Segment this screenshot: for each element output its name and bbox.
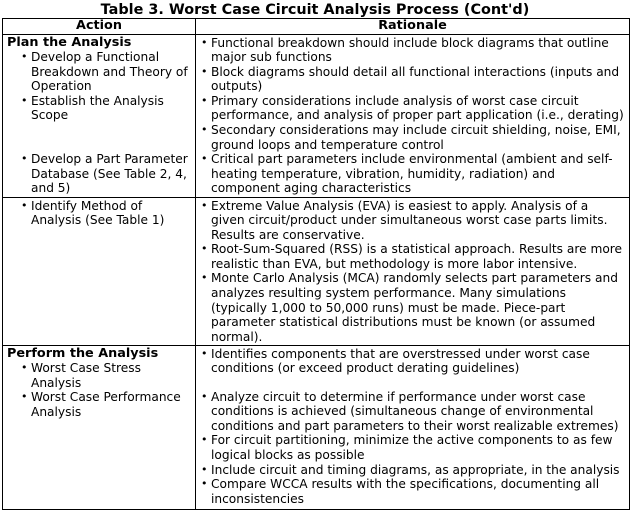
rationale-list xyxy=(200,199,625,345)
rationale-item: • Extreme Value Analysis (EVA) is easiest to apply. Analysis of a given circuit/product under simultaneous worst case parts limits. Results are conservative. xyxy=(200,199,625,243)
header-rationale: Rationale xyxy=(196,19,630,35)
section-title: Plan the Analysis xyxy=(7,34,132,50)
action-item: • Establish the Analysis Scope xyxy=(7,94,191,123)
table-title: Table 3. Worst Case Circuit Analysis Process (Cont'd) xyxy=(100,2,530,18)
rationale-cell xyxy=(196,345,630,509)
rationale-item: • Critical part parameters include environmental (ambient and self-heating temperature, vibration, humidity, radiation) and component aging characteristics xyxy=(200,152,625,196)
table-row-plan-analysis xyxy=(3,34,630,197)
action-list xyxy=(7,361,191,419)
rationale-item: • For circuit partitioning, minimize the active components to as few logical blocks as possible xyxy=(200,433,625,462)
rationale-cell xyxy=(196,34,630,197)
rationale-item: • Functional breakdown should include block diagrams that outline major sub functions xyxy=(200,36,625,65)
rationale-item: • Primary considerations include analysis of worst case circuit performance, and analysis of proper part application (i.e., derating) xyxy=(200,94,625,123)
action-cell xyxy=(3,34,196,197)
action-item: • Worst Case Stress Analysis xyxy=(7,361,191,390)
rationale-item: • Analyze circuit to determine if performance under worst case conditions is achieved (simultaneous change of environmental conditions and part parameters to their worst realizable extremes) xyxy=(200,390,625,434)
action-list xyxy=(7,50,191,196)
wcca-process-table xyxy=(2,18,630,510)
action-list xyxy=(7,199,191,228)
rationale-item: • Identifies components that are overstressed under worst case conditions (or exceed product derating guidelines) xyxy=(200,347,625,376)
rationale-item: • Root-Sum-Squared (RSS) is a statistical approach. Results are more realistic than EVA, but methodology is more labor intensive. xyxy=(200,242,625,271)
action-cell xyxy=(3,197,196,345)
rationale-cell xyxy=(196,197,630,345)
action-item: • Identify Method of Analysis (See Table 1) xyxy=(7,199,191,228)
action-item: • Worst Case Performance Analysis xyxy=(7,390,191,419)
table-row-identify-method xyxy=(3,197,630,345)
rationale-item: • Include circuit and timing diagrams, as appropriate, in the analysis xyxy=(200,463,625,478)
action-cell xyxy=(3,345,196,509)
section-title: Perform the Analysis xyxy=(7,345,159,361)
header-action: Action xyxy=(3,19,196,35)
rationale-item: • Secondary considerations may include circuit shielding, noise, EMI, ground loops and temperature control xyxy=(200,123,625,152)
rationale-item: • Monte Carlo Analysis (MCA) randomly selects part parameters and analyzes resulting system performance. Many simulations (typically 1,000 to 50,000 runs) must be made. Piece-part parameter statistical distributions must be known (or assumed normal). xyxy=(200,271,625,344)
table-row-perform-analysis xyxy=(3,345,630,509)
action-item: • Develop a Part Parameter Database (See Table 2, 4, and 5) xyxy=(7,152,191,196)
rationale-item: • Block diagrams should detail all functional interactions (inputs and outputs) xyxy=(200,65,625,94)
header-row xyxy=(3,19,630,35)
action-item: • Develop a Functional Breakdown and Theory of Operation xyxy=(7,50,191,94)
rationale-item: • Compare WCCA results with the specifications, documenting all inconsistencies xyxy=(200,477,625,506)
rationale-list xyxy=(200,36,625,197)
rationale-list xyxy=(200,347,625,507)
